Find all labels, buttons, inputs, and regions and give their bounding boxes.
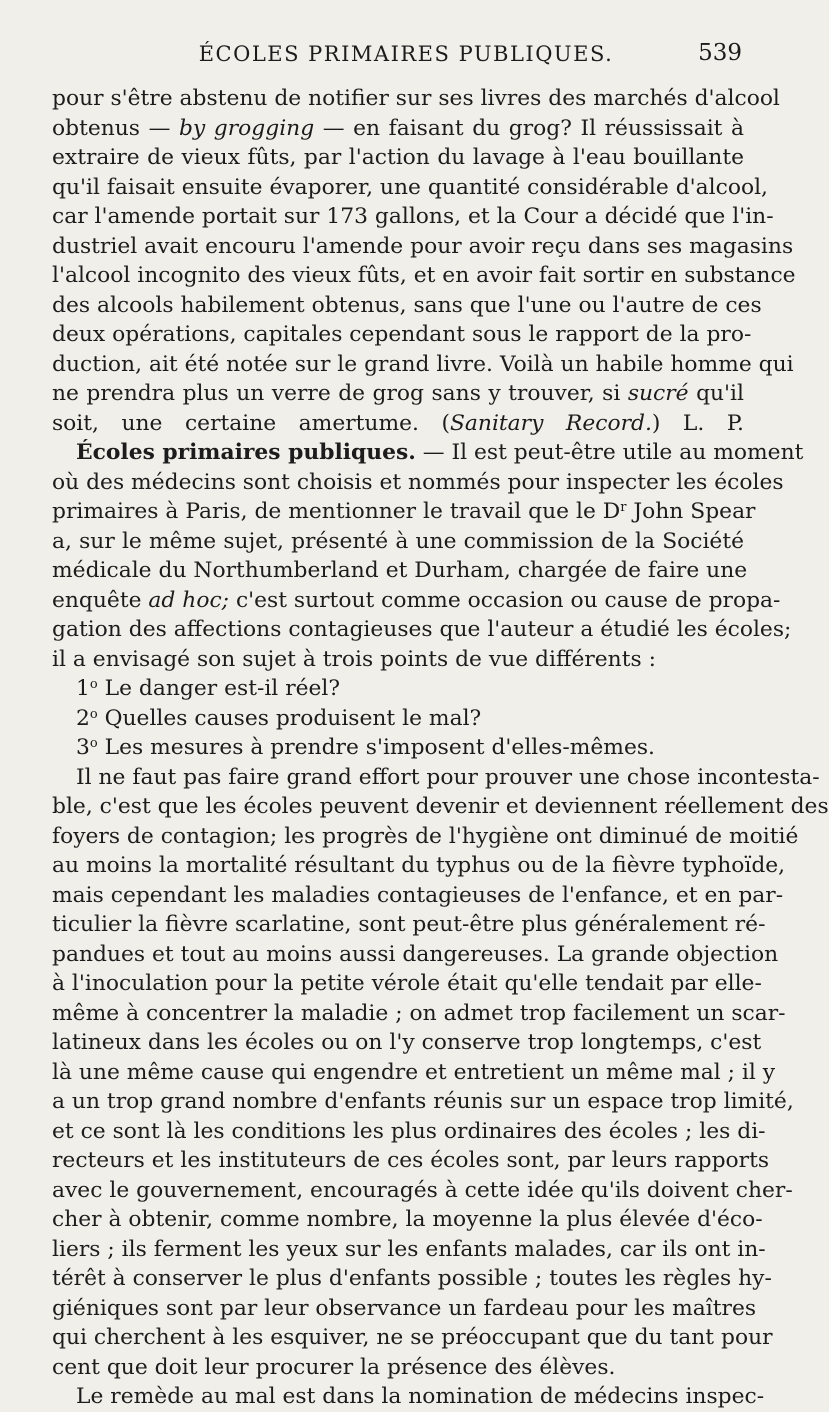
running-title: ÉCOLES PRIMAIRES PUBLIQUES.: [198, 42, 614, 66]
text-segment: a un trop grand nombre d'enfants réunis sur un espace trop limité,: [52, 1089, 794, 1114]
text-segment: 2: [76, 705, 90, 731]
text-line: [52, 1146, 770, 1176]
text-line: [52, 940, 779, 970]
text-segment: ) L. P.: [651, 410, 744, 436]
text-line: [52, 497, 756, 527]
text-segment: John Spear: [626, 499, 756, 524]
text-line: [52, 409, 744, 439]
text-segment: extraire de vieux fûts, par l'action du lavage à l'eau bouillante: [52, 145, 744, 170]
text-line: [52, 1382, 765, 1412]
text-line: [52, 84, 780, 114]
text-segment: là une même cause qui engendre et entretient un même mal ; il y: [52, 1059, 776, 1085]
superscript: o: [89, 677, 98, 692]
text-segment: recteurs et les instituteurs de ces écoles sont, par leurs rapports: [52, 1148, 770, 1173]
text-segment: où des médecins sont choisis et nommés pour inspecter les écoles: [52, 469, 784, 495]
text-segment: au moins la mortalité résultant du typhus ou de la fièvre typhoïde,: [52, 853, 786, 878]
text-line: [52, 1235, 766, 1265]
text-segment: qui cherchent à les esquiver, ne se préoccupant que du tant pour: [52, 1325, 773, 1350]
text-segment: Quelles causes produisent le mal?: [97, 705, 482, 731]
italic-text: ad hoc;: [148, 587, 230, 613]
text-segment: pour s'être abstenu de notifier sur ses livres des marchés d'alcool: [52, 86, 780, 111]
text-segment: gation des affections contagieuses que l'auteur a étudié les écoles;: [52, 617, 792, 642]
text-line: [52, 232, 794, 262]
text-segment: — Il est peut-être utile au moment: [415, 440, 804, 465]
text-segment: — en faisant du grog? Il réussissait à: [314, 115, 745, 141]
text-line: [52, 1117, 766, 1147]
text-line: [52, 143, 744, 173]
text-segment: Le remède au mal est dans la nomination de médecins inspec-: [76, 1384, 765, 1409]
text-segment: deux opérations, capitales cependant sous le rapport de la pro-: [52, 322, 752, 347]
section-heading: Écoles primaires publiques.: [76, 440, 416, 465]
text-line: [52, 320, 752, 350]
text-line: [52, 999, 786, 1029]
text-segment: liers ; ils ferment les yeux sur les enfants malades, car ils ont in-: [52, 1236, 766, 1262]
text-segment: 3: [76, 735, 90, 760]
text-segment: primaires à Paris, de mentionner le travail que le D: [52, 499, 621, 524]
text-line: [52, 350, 794, 380]
text-line: [52, 881, 784, 911]
text-line: [52, 586, 781, 616]
text-segment: il a envisagé son sujet à trois points de vue différents :: [52, 646, 656, 672]
text-line: [52, 1205, 763, 1235]
text-line: [52, 1058, 776, 1088]
text-segment: enquête: [52, 587, 149, 613]
text-segment: ne prendra plus un verre de grog sans y trouver, si: [52, 381, 628, 406]
text-line: [52, 114, 744, 144]
text-line: [52, 556, 748, 586]
text-segment: giéniques sont par leur observance un fardeau pour les maîtres: [52, 1295, 757, 1321]
text-segment: qu'il: [688, 381, 744, 406]
text-segment: obtenus —: [52, 115, 179, 141]
text-line: [52, 1264, 772, 1294]
text-line: [52, 1294, 757, 1324]
text-line: [52, 615, 792, 645]
text-segment: foyers de contagion; les progrès de l'hygiène ont diminué de moitié: [52, 823, 799, 849]
text-line: [52, 527, 744, 557]
text-line: [52, 733, 744, 763]
text-line: [52, 1323, 773, 1353]
text-line: [52, 173, 768, 203]
text-line: [52, 645, 744, 675]
text-line: [52, 851, 786, 881]
text-line: [52, 704, 744, 734]
text-line: [52, 1353, 744, 1383]
text-line: [52, 1176, 793, 1206]
text-line: [52, 822, 799, 852]
italic-text: by grogging: [178, 115, 315, 141]
superscript: o: [89, 736, 98, 751]
text-line: [52, 379, 744, 409]
text-segment: cent que doit leur procurer la présence des élèves.: [52, 1354, 616, 1380]
text-segment: à l'inoculation pour la petite vérole était qu'elle tendait par elle-: [52, 971, 762, 996]
text-segment: 1: [76, 676, 90, 701]
text-segment: c'est surtout comme occasion ou cause de propa-: [229, 587, 781, 613]
text-segment: car l'amende portait sur 173 gallons, et la Cour a décidé que l'in-: [52, 204, 774, 229]
page-header: [70, 36, 742, 70]
text-line: [52, 763, 820, 793]
text-segment: latineux dans les écoles ou on l'y conserve trop longtemps, c'est: [52, 1030, 762, 1055]
body-text: [52, 84, 829, 1412]
text-line: [52, 910, 766, 940]
text-segment: ticulier la fièvre scarlatine, sont peut-être plus généralement ré-: [52, 912, 766, 937]
text-line: [52, 1028, 762, 1058]
text-line: [52, 438, 804, 468]
text-segment: Il ne faut pas faire grand effort pour prouver une chose incontesta-: [76, 764, 820, 790]
text-segment: qu'il faisait ensuite évaporer, une quantité considérable d'alcool,: [52, 174, 768, 200]
text-segment: des alcools habilement obtenus, sans que l'une ou l'autre de ces: [52, 292, 762, 318]
text-segment: cher à obtenir, comme nombre, la moyenne la plus élevée d'éco-: [52, 1207, 763, 1232]
page-number: 539: [698, 40, 742, 66]
italic-text: sucré: [627, 381, 689, 406]
text-line: [52, 1087, 794, 1117]
text-line: [52, 468, 784, 498]
text-segment: a, sur le même sujet, présenté à une commission de la Société: [52, 528, 744, 554]
text-line: [52, 291, 762, 321]
text-line: [52, 674, 744, 704]
text-segment: térêt à conserver le plus d'enfants possible ; toutes les règles hy-: [52, 1266, 772, 1291]
text-segment: ble, c'est que les écoles peuvent devenir et deviennent réellement des: [52, 794, 829, 819]
text-segment: duction, ait été notée sur le grand livre. Voilà un habile homme qui: [52, 351, 794, 377]
text-segment: pandues et tout au moins aussi dangereuses. La grande objection: [52, 941, 779, 967]
text-segment: avec le gouvernement, encouragés à cette idée qu'ils doivent cher-: [52, 1177, 793, 1203]
superscript: o: [89, 706, 98, 722]
text-segment: Le danger est-il réel?: [97, 676, 341, 701]
text-segment: même à concentrer la maladie ; on admet trop facilement un scar-: [52, 1000, 786, 1026]
superscript: r: [620, 500, 627, 515]
italic-text: Sanitary Record.: [449, 410, 652, 436]
text-segment: médicale du Northumberland et Durham, chargée de faire une: [52, 558, 748, 583]
text-segment: l'alcool incognito des vieux fûts, et en avoir fait sortir en substance: [52, 263, 796, 288]
text-segment: et ce sont là les conditions les plus ordinaires des écoles ; les di-: [52, 1118, 766, 1144]
text-segment: soit, une certaine amertume. (: [52, 410, 450, 436]
text-segment: dustriel avait encouru l'amende pour avoir reçu dans ses magasins: [52, 233, 794, 259]
text-line: [52, 202, 774, 232]
text-line: [52, 792, 829, 822]
text-segment: mais cependant les maladies contagieuses de l'enfance, et en par-: [52, 882, 784, 908]
text-line: [52, 969, 762, 999]
text-segment: Les mesures à prendre s'imposent d'elles-mêmes.: [97, 735, 655, 760]
text-line: [52, 261, 796, 291]
